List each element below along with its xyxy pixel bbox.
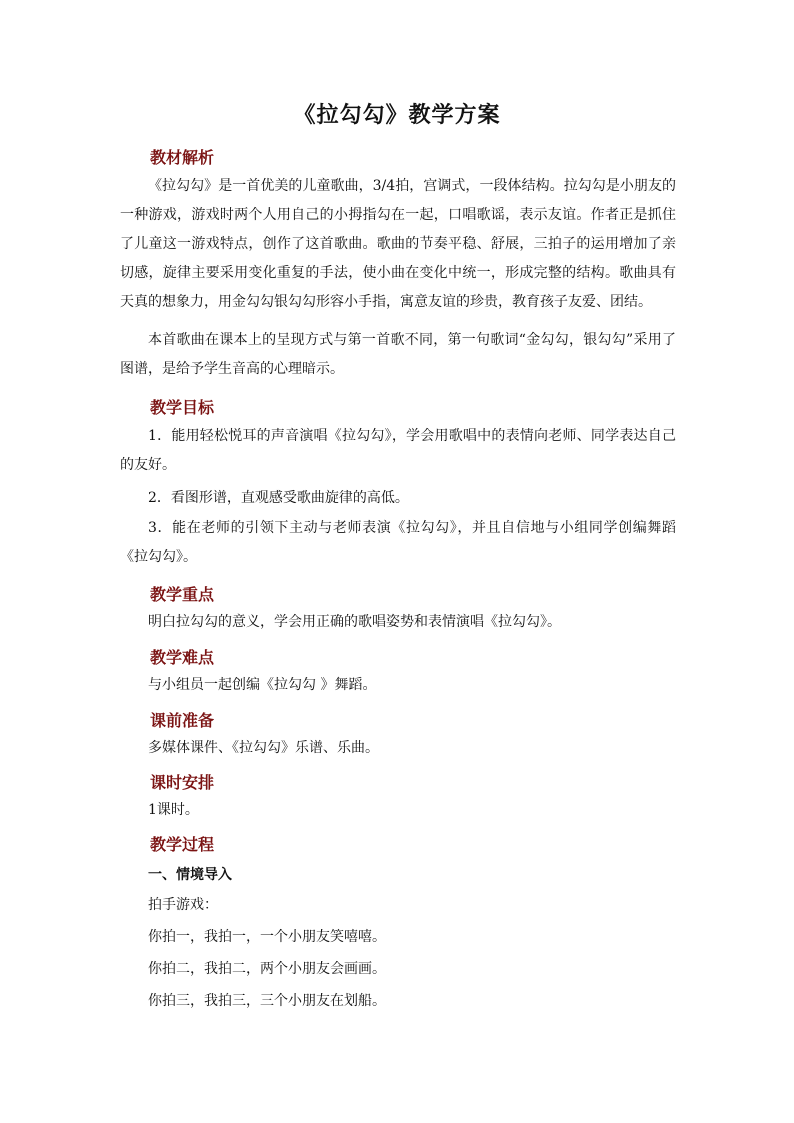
document-title: 《拉勾勾》教学方案 bbox=[293, 102, 501, 128]
analysis-paragraph-1: 《拉勾勾》是一首优美的儿童歌曲，3/4拍，宫调式，一段体结构。拉勾勾是小朋友的一种游戏，游戏时两个人用自己的小拇指勾在一起，口唱歌谣，表示友谊。作者正是抓住了儿童这一游戏特点，创作了这首歌曲。歌曲的节奏平稳、舒展，三拍子的运用增加了亲切感，旋律主要采用变化重复的手法，使小曲在变化中统一，形成完整的结构。歌曲具有天真的想象力，用金勾勾银勾勾形容小手指，寓意友谊的珍贵，教育孩子友爱、团结。 bbox=[120, 178, 676, 310]
analysis-paragraph-2: 本首歌曲在课本上的呈现方式与第一首歌不同，第一句歌词“金勾勾，银勾勾”采用了图谱，是给予学生音高的心理暗示。 bbox=[120, 332, 676, 377]
goal-item-2: 2．看图形谱，直观感受歌曲旋律的高低。 bbox=[148, 490, 409, 506]
difficulty-text: 与小组员一起创编《拉勾勾 》舞蹈。 bbox=[148, 677, 377, 693]
process-line-1: 拍手游戏： bbox=[148, 897, 218, 913]
prep-text: 多媒体课件、《拉勾勾》乐谱、乐曲。 bbox=[148, 740, 379, 756]
process-line-3: 你拍二，我拍二，两个小朋友会画画。 bbox=[148, 961, 386, 977]
key-text: 明白拉勾勾的意义，学会用正确的歌唱姿势和表情演唱《拉勾勾》。 bbox=[148, 614, 561, 630]
schedule-text: 1课时。 bbox=[148, 802, 199, 818]
process-line-2: 你拍一，我拍一，一个小朋友笑嘻嘻。 bbox=[148, 929, 386, 945]
goal-item-3: 3．能在老师的引领下主动与老师表演《拉勾勾》，并且自信地与小组同学创编舞蹈《拉勾勾》。 bbox=[120, 520, 676, 565]
process-line-4: 你拍三，我拍三，三个小朋友在划船。 bbox=[148, 993, 386, 1009]
heading-key: 教学重点 bbox=[150, 585, 215, 604]
heading-difficulty: 教学难点 bbox=[150, 648, 215, 667]
heading-goals: 教学目标 bbox=[150, 398, 215, 417]
heading-process: 教学过程 bbox=[150, 835, 215, 854]
process-subheading: 一、情境导入 bbox=[148, 867, 232, 883]
heading-schedule: 课时安排 bbox=[150, 773, 215, 792]
goal-item-1: 1．能用轻松悦耳的声音演唱《拉勾勾》，学会用歌唱中的表情向老师、同学表达自己的友好。 bbox=[120, 428, 676, 473]
heading-analysis: 教材解析 bbox=[150, 148, 215, 167]
heading-prep: 课前准备 bbox=[150, 711, 215, 730]
